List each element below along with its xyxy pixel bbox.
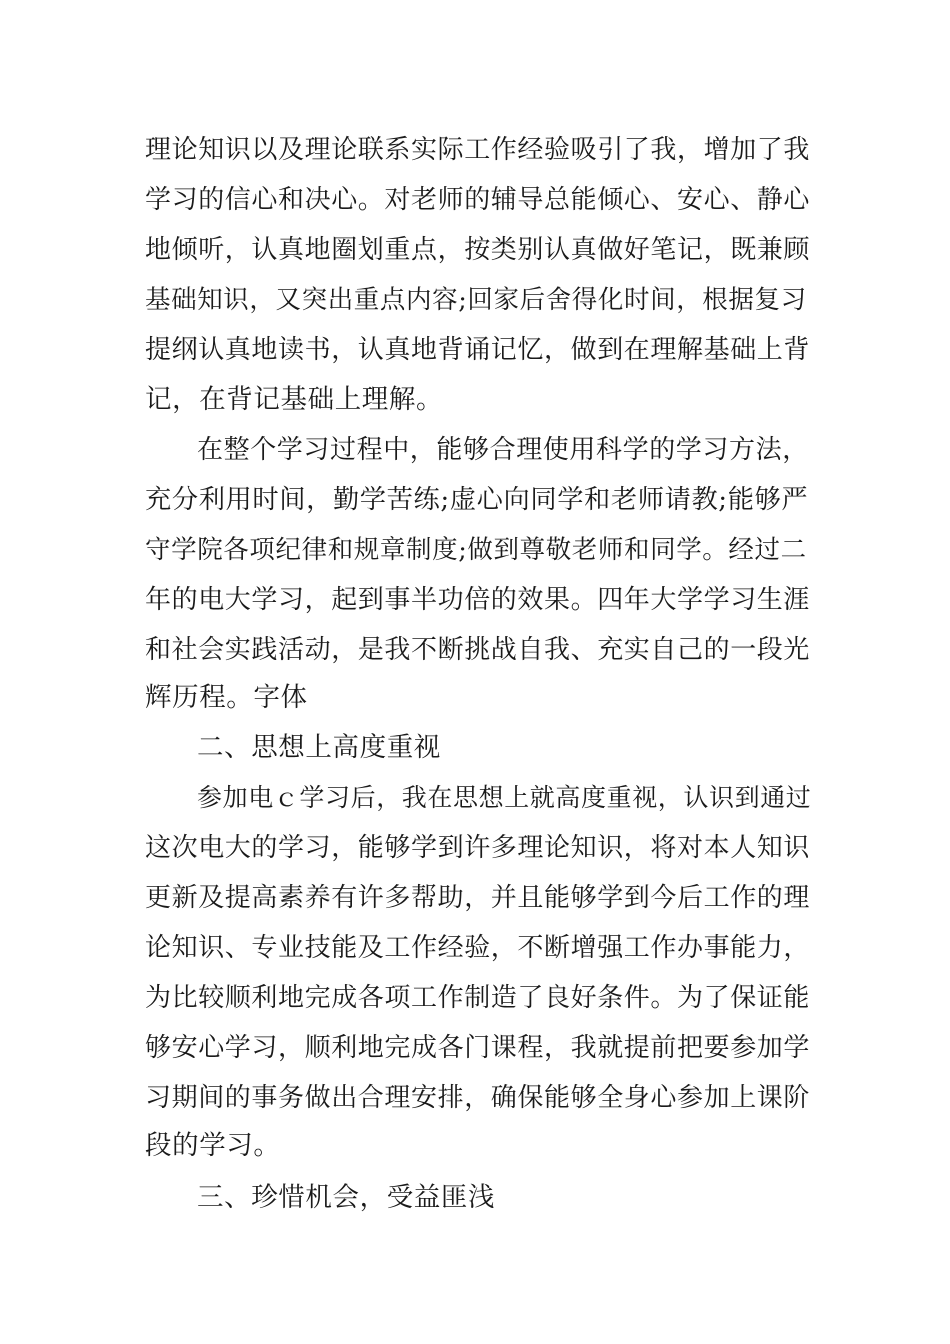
text-line: 理论知识以及理论联系实际工作经验吸引了我，增加了我 (145, 135, 811, 165)
text-line: 为比较顺利地完成各项工作制造了良好条件。为了保证能 (145, 983, 811, 1013)
text-line: 辉历程。字体 (145, 682, 308, 713)
text-line: 守学院各项纪律和规章制度;做到尊敬老师和同学。经过二 (145, 535, 807, 565)
text-line: 年的电大学习，起到事半功倍的效果。四年大学学习生涯 (145, 585, 811, 615)
text-line: 基础知识，又突出重点内容;回家后舍得化时间，根据复习 (145, 285, 807, 315)
text-line: 更新及提高素养有许多帮助，并且能够学到今后工作的理 (145, 883, 811, 913)
text-line: 参加电ｃ学习后，我在思想上就高度重视，认识到通过 (197, 783, 812, 812)
section-heading-text: 二、思想上高度重视 (197, 732, 441, 763)
text-line: 记，在背记基础上理解。 (145, 384, 444, 415)
text-line: 学习的信心和决心。对老师的辅导总能倾心、安心、静心 (145, 185, 811, 215)
text-line: 在整个学习过程中，能够合理使用科学的学习方法， (197, 435, 809, 465)
text-line: 地倾听，认真地圈划重点，按类别认真做好笔记，既兼顾 (145, 235, 811, 265)
text-line: 和社会实践活动，是我不断挑战自我、充实自己的一段光 (145, 635, 811, 665)
text-line: 充分利用时间，勤学苦练;虚心向同学和老师请教;能够严 (145, 485, 809, 515)
text-line: 提纲认真地读书，认真地背诵记忆，做到在理解基础上背 (145, 335, 811, 365)
text-line: 论知识、专业技能及工作经验，不断增强工作办事能力， (145, 933, 811, 963)
section-heading-text: 三、珍惜机会，受益匪浅 (197, 1182, 496, 1213)
text-line: 段的学习。 (145, 1130, 281, 1161)
text-line: 这次电大的学习，能够学到许多理论知识，将对本人知识 (145, 833, 811, 863)
text-line: 够安心学习，顺利地完成各门课程，我就提前把要参加学 (145, 1033, 811, 1063)
text-line: 习期间的事务做出合理安排，确保能够全身心参加上课阶 (145, 1083, 811, 1113)
